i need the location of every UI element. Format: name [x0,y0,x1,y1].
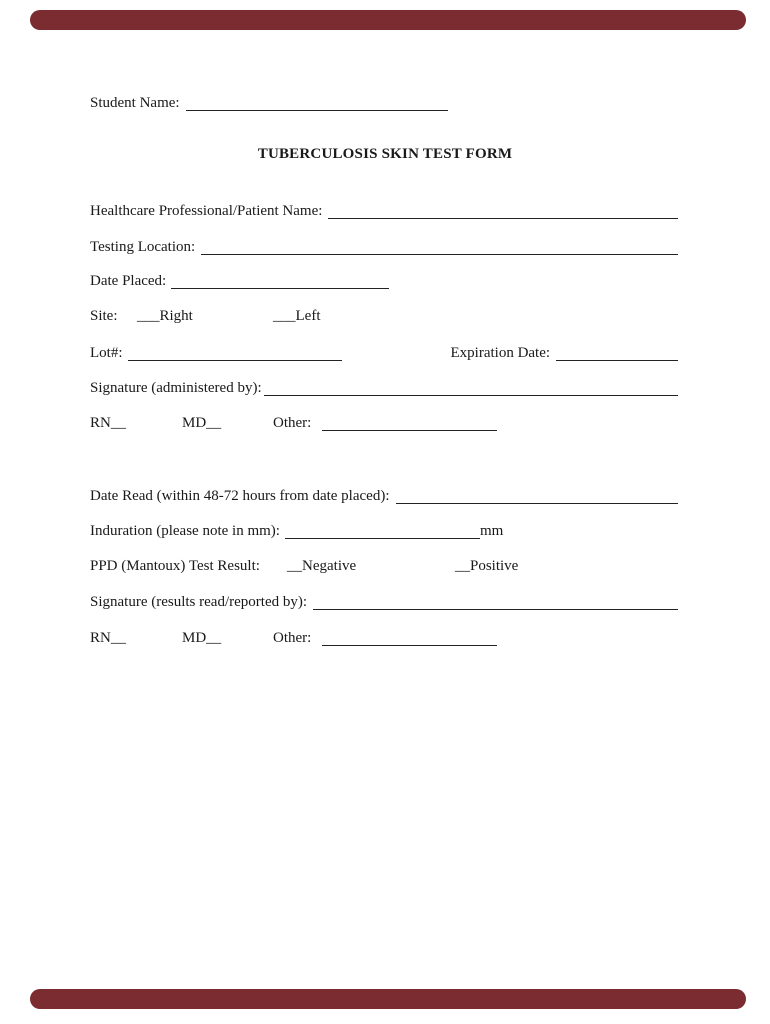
ppd-result-label: PPD (Mantoux) Test Result: [90,558,260,574]
other-label: Other: [273,630,312,646]
site-left-option[interactable]: ___Left [273,308,321,324]
other-field[interactable] [322,430,497,431]
negative-option[interactable]: __Negative [287,558,357,574]
date-read-row [90,486,678,506]
credentials-row-administered [90,413,678,433]
other-field[interactable] [322,645,497,646]
signature-results-label: Signature (results read/reported by): [90,594,308,610]
site-right-option[interactable]: ___Right [137,308,193,324]
rn-option[interactable]: RN__ [90,415,126,431]
lot-number-field[interactable] [128,360,342,361]
signature-administered-row [90,378,678,398]
testing-location-field[interactable] [201,254,678,255]
induration-label: Induration (please note in mm): [90,523,280,539]
signature-administered-label: Signature (administered by): [90,380,262,396]
other-label: Other: [273,415,312,431]
date-read-field[interactable] [396,503,679,504]
student-name-field[interactable] [186,110,448,111]
healthcare-name-label: Healthcare Professional/Patient Name: [90,203,323,219]
credentials-row-results [90,628,678,648]
positive-option[interactable]: __Positive [455,558,519,574]
testing-location-label: Testing Location: [90,239,196,255]
md-option[interactable]: MD__ [182,415,222,431]
date-read-label: Date Read (within 48-72 hours from date placed): [90,488,390,504]
signature-results-field[interactable] [313,609,678,610]
induration-field[interactable] [285,538,480,539]
lot-expiration-gap [342,343,451,363]
rn-option[interactable]: RN__ [90,630,126,646]
top-bar [30,10,746,30]
signature-results-row [90,592,678,612]
healthcare-name-field[interactable] [328,218,678,219]
lot-number-label: Lot#: [90,345,123,361]
signature-administered-field[interactable] [264,395,678,396]
date-placed-row [90,271,678,291]
induration-row [90,521,678,541]
testing-location-row [90,237,678,257]
student-name-label: Student Name: [90,95,180,111]
date-placed-field[interactable] [171,288,389,289]
md-option[interactable]: MD__ [182,630,222,646]
site-label: Site: [90,308,118,324]
lot-expiration-row [90,343,678,363]
site-row [90,306,678,326]
expiration-date-label: Expiration Date: [450,345,551,361]
page-title: TUBERCULOSIS SKIN TEST FORM [257,146,513,162]
expiration-date-field[interactable] [556,360,678,361]
student-name-row [90,93,678,113]
form-title-row [0,144,770,164]
healthcare-name-row [90,201,678,221]
date-placed-label: Date Placed: [90,273,167,289]
induration-unit-label: mm [479,523,504,539]
bottom-bar [30,989,746,1009]
ppd-result-row [90,556,678,576]
